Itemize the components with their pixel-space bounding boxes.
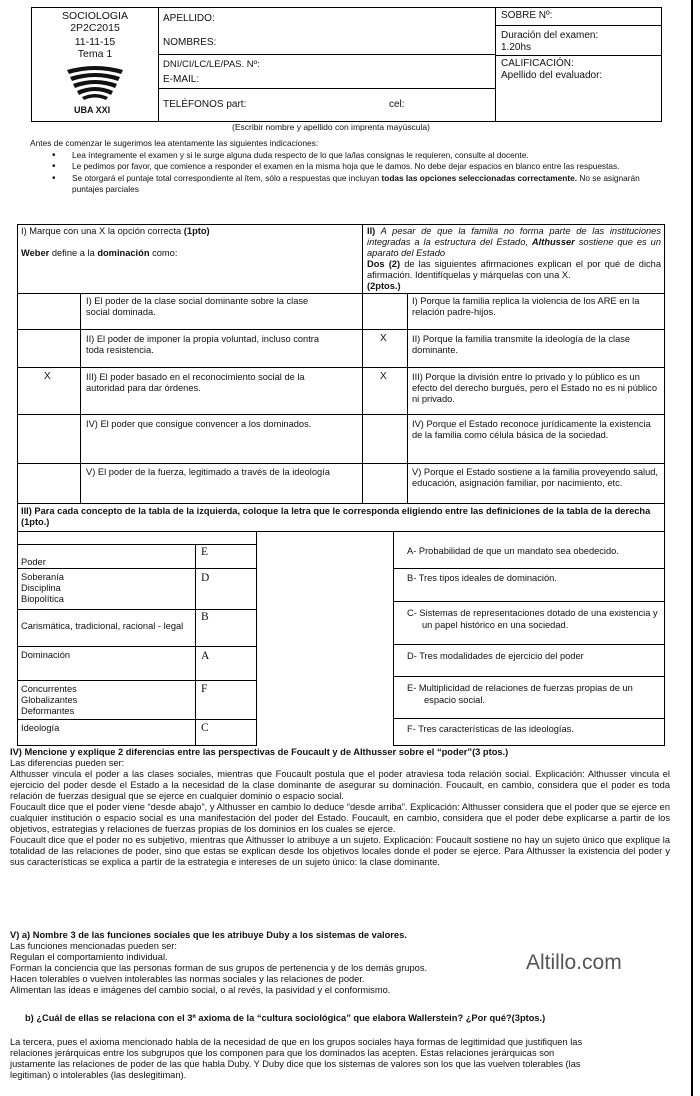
- q1-title: I) Marque con una X la opción correcta (1pto): [21, 226, 210, 236]
- q3-term: Ideología: [21, 723, 60, 733]
- apellido-label: APELLIDO:: [163, 13, 215, 24]
- q3-term: Poder: [21, 557, 46, 567]
- q1-prompt: Weber define a la dominación como:: [21, 248, 178, 258]
- sobre-label: SOBRE Nº:: [501, 10, 553, 21]
- logo-text: UBA XXI: [74, 105, 111, 115]
- instructions-list: [36, 150, 646, 196]
- q2-option: V) Porque el Estado sostiene a la familia proveyendo salud, educación, asignación familiar, por nacimiento, etc.: [412, 467, 658, 488]
- q1-option: V) El poder de la fuerza, legitimado a través de la ideología: [86, 467, 330, 477]
- telefonos-label: TELÉFONOS part:: [163, 99, 247, 110]
- instruction-item: • Se otorgará el puntaje total correspondiente al ítem, sólo a respuestas que incluyan todas las opciones seleccionadas correctamente. No se asignarán puntajes parciales: [36, 173, 646, 196]
- q2-option: IV) Porque el Estado reconoce jurídicamente la existencia de la familia como célula básica de la sociedad.: [412, 419, 651, 440]
- instruction-item: • Le pedimos por favor, que comience a responder el examen en la misma hoja que le damos. No debe dejar espacios en blanco entre las respuestas.: [36, 161, 646, 172]
- evaluador-label: Apellido del evaluador:: [501, 70, 603, 81]
- q2-mark[interactable]: X: [380, 371, 387, 382]
- q3-title: III) Para cada concepto de la tabla de la izquierda, coloque la letra que le corresponda eligiendo entre las definiciones de la tabla de la derecha (1pto.): [21, 506, 651, 527]
- q2-option: I) Porque la familia replica la violencia de los ARE en la relación padre-hijos.: [412, 296, 640, 317]
- q2-option: II) Porque la familia transmite la ideología de la clase dominante.: [412, 334, 631, 355]
- instructions-intro: Antes de comenzar le sugerimos lea atentamente las siguientes indicaciones:: [30, 138, 319, 148]
- watermark-text: Altillo.com: [526, 951, 622, 974]
- duracion-value: 1.20hs: [501, 42, 532, 53]
- q3-definition: D- Tres modalidades de ejercicio del poder: [407, 651, 584, 661]
- cel-label: cel:: [389, 99, 405, 110]
- exam-tema: Tema 1: [77, 48, 113, 60]
- q3-answer-letter[interactable]: B: [201, 611, 209, 623]
- q2-prompt: II) A pesar de que la familia no forma parte de las instituciones integradas a la estructura del Estado, Althusser sostiene que es un aparato del Estado Dos (2) de las siguientes afirmaciones explican el por qué de dicha afirmación. Identifíquelas y márquelas con una X. (2ptos.): [367, 226, 661, 291]
- q3-answer-letter[interactable]: C: [201, 722, 209, 734]
- nombres-label: NOMBRES:: [163, 37, 217, 48]
- q3-answer-letter[interactable]: D: [201, 572, 210, 584]
- q2-option: III) Porque la división entre lo privado y lo público es un efecto del derecho burgués, pero el Estado no es ni público ni privado.: [412, 372, 657, 404]
- course-name: SOCIOLOGIA: [62, 10, 128, 22]
- email-label: E-MAIL:: [163, 74, 200, 85]
- q1-option: I) El poder de la clase social dominante sobre la clase social dominada.: [86, 296, 309, 317]
- q5a-title: V) a) Nombre 3 de las funciones sociales que les atribuye Duby a los sistemas de valores.: [10, 930, 407, 940]
- q3-definition: A- Probabilidad de que un mandato sea obedecido.: [407, 546, 619, 556]
- exam-header: [31, 7, 662, 122]
- q1-option: II) El poder de imponer la propia voluntad, incluso contra toda resistencia.: [86, 334, 320, 355]
- q3-term: Concurrentes Globalizantes Deformantes: [21, 684, 78, 716]
- q1-option: III) El poder basado en el reconocimiento social de la autoridad para dar órdenes.: [86, 372, 305, 393]
- q3-answer-letter[interactable]: A: [201, 650, 210, 662]
- page-right-border: [691, 0, 693, 1096]
- q1-mark[interactable]: X: [44, 371, 51, 382]
- duracion-label: Duración del examen:: [501, 30, 599, 41]
- q3-answer-letter[interactable]: F: [201, 683, 208, 695]
- exam-date: 11-11-15: [74, 36, 116, 48]
- q2-mark[interactable]: X: [380, 333, 387, 344]
- q5b-answer: La tercera, pues el axioma mencionado habla de la necesidad de que en los grupos sociales haya formas de legitimidad que justifiquen las relaciones jerárquicas entre los subgrupos que los componen para que los dominados las acepten. Estas relaciones jerárquicas son justamente las relaciones de poder de las que habla Duby. Y Duby dice que los sistemas de valores son los que las vuelven tolerables (las legitiman) o intolerables (las deslegitiman).: [10, 1037, 583, 1080]
- q3-term: Carismática, tradicional, racional - legal: [21, 621, 184, 631]
- instruction-item: • Lea íntegramente el examen y si le surge alguna duda respecto de lo que la/las consignas le requieren, consulte al docente.: [36, 150, 646, 161]
- q3-definition: F- Tres características de las ideologías.: [407, 724, 574, 734]
- calificacion-label: CALIFICACIÓN:: [501, 58, 574, 69]
- q3-definition: C- Sistemas de representaciones dotado de una existencia y un papel histórico en una sociedad.: [407, 608, 658, 630]
- write-note: (Escribir nombre y apellido con imprenta mayúscula): [232, 122, 430, 132]
- q3-answer-letter[interactable]: E: [201, 546, 209, 558]
- q3-term: Soberanía Disciplina Biopolítica: [21, 572, 64, 604]
- q3-definition: B- Tres tipos ideales de dominación.: [407, 573, 557, 583]
- q4-answer: Las diferencias pueden ser: Althusser vincula el poder a las clases sociales, mientras que Foucault postula que el poder atraviesa toda relación social. Explicación: Althusser vincula el ejercicio del poder desde el Estado a la necesidad de la clase dominante de asegurar su dominación. Foucault, en cambio, considera que el poder es toda relación de fuerzas desigual que se ejerce en cualquier dominio o espacio social. Foucault dice que el poder viene “desde abajo”, y Althusser en cambio lo deduce “desde arriba”. Explicación: Althusser considera que el poder que se ejerce en cualquier institución o espacio social es una manifestación del poder del Estado. Foucault, en cambio, considera que el poder debe explicarse a partir de los objetivos, estrategias y relaciones de fuerzas propias de los dominios en los cuales se ejerce. Foucault dice que el poder no es subjetivo, mientras que Althusser lo atribuye a un sujeto. Explicación: Foucault sostiene no hay un sujeto único que explique la totalidad de las relaciones de poder, sino que estas se explican desde los objetivos locales donde el poder se ejerce. Para Althusser la existencia del poder y sus características se explica a partir de la estrategia e intereses de un sujeto único: la clase dominante.: [10, 758, 670, 867]
- exam-code: 2P2C2015: [70, 22, 120, 34]
- q4-title: IV) Mencione y explique 2 diferencias entre las perspectivas de Foucault y de Althusser sobre el “poder”(3 ptos.): [10, 747, 509, 757]
- uba-logo-icon: [63, 64, 127, 102]
- q3-definition: E- Multiplicidad de relaciones de fuerzas propias de un espacio social.: [407, 683, 633, 705]
- dni-label: DNI/CI/LC/LE/PAS. Nº:: [163, 59, 260, 70]
- q5a-answer: Las funciones mencionadas pueden ser: Regulan el comportamiento individual. Forman la conciencia que las personas forman de sus grupos de pertenencia y de los demás grupos. Hacen tolerables o vuelven intolerables las normas sociales y las relaciones de poder. Alimentan las ideas e imágenes del cambio social, o al revés, la pasividad y el conformismo.: [10, 941, 428, 995]
- q3-term: Dominación: [21, 650, 71, 660]
- q5b-title: b) ¿Cuál de ellas se relaciona con el 3ª axioma de la “cultura sociológica” que elabora Wallerstein? ¿Por qué?(3ptos.): [25, 1013, 546, 1023]
- q1-option: IV) El poder que consigue convencer a los dominados.: [86, 419, 312, 429]
